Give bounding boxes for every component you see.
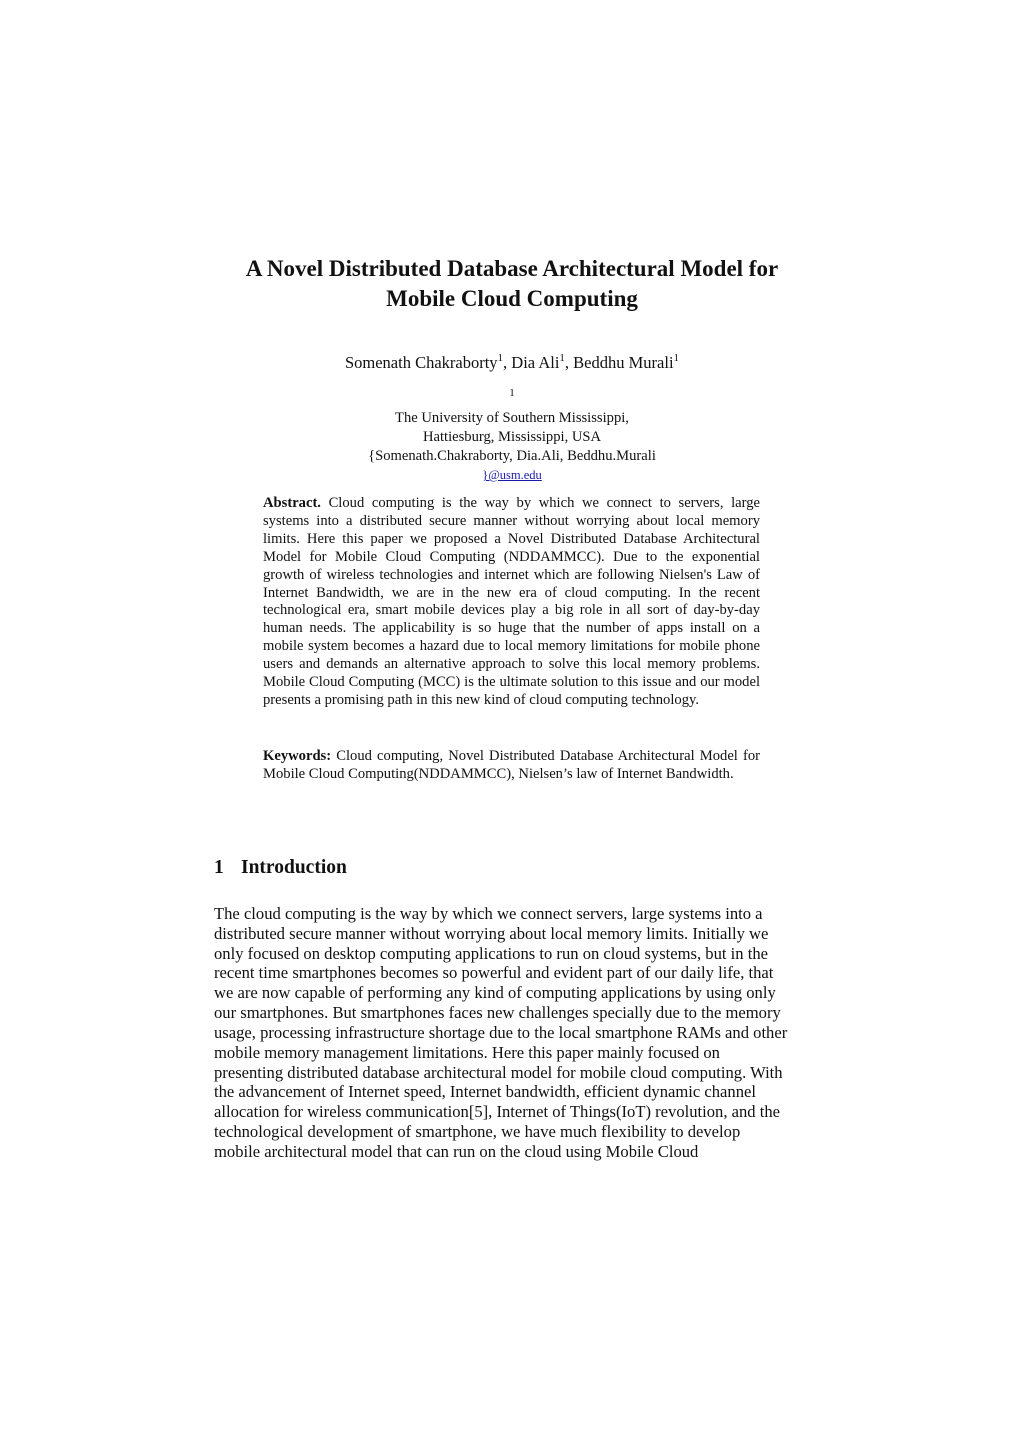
author-separator: , — [503, 353, 512, 372]
paragraph-line: presenting distributed database architectural model for mobile cloud computing. With — [214, 1062, 783, 1082]
section-title: Introduction — [241, 857, 347, 878]
author-list — [0, 352, 1024, 374]
paragraph-line: our smartphones. But smartphones faces new challenges specially due to the memory — [214, 1003, 781, 1023]
email-names: {Somenath.Chakraborty, Dia.Ali, Beddhu.Murali — [368, 448, 656, 464]
keywords-label: Keywords: — [263, 748, 332, 764]
affiliation-institution: The University of Southern Mississippi, — [395, 410, 629, 426]
paragraph-line: the advancement of Internet speed, Internet bandwidth, efficient dynamic channel — [214, 1082, 756, 1102]
affiliation-emails — [0, 447, 1024, 485]
affiliation-block — [0, 387, 1024, 485]
author-affiliation-mark: 1 — [559, 351, 565, 364]
abstract-text: Cloud computing is the way by which we connect to servers, large systems into a distributed secure manner without worrying about local memory limits. Here this paper we proposed a Novel Distributed Database Architectural Model for Mobile Cloud Computing (NDDAMMCC). Due to the exponential growth of wireless technologies and internet which are following Nielsen's Law of Internet Bandwidth, we are in the new era of cloud computing. In the recent technological era, smart mobile devices play a big role in all sort of day-by-day human needs. The applicability is so huge that the number of apps install on a mobile system becomes a hazard due to local memory limitations for mobile phone users and demands an alternative approach to solve this local memory problems. Mobile Cloud Computing (MCC) is the ultimate solution to this issue and our model presents a promising path in this new kind of cloud computing technology. — [263, 495, 760, 708]
paragraph-line: distributed secure manner without worrying about local memory limits. Initially we — [214, 923, 769, 943]
introduction-paragraph — [214, 904, 814, 1162]
section-heading-introduction — [214, 856, 347, 880]
paragraph-line: mobile memory management limitations. Here this paper mainly focused on — [214, 1042, 720, 1062]
keywords-text: Cloud computing, Novel Distributed Database Architectural Model for Mobile Cloud Computing(NDDAMMCC), Nielsen’s law of Internet Bandwidth. — [263, 748, 760, 782]
author-separator: , — [564, 353, 574, 372]
paragraph-line: allocation for wireless communication[5], Internet of Things(IoT) revolution, and the — [214, 1102, 781, 1122]
title-line-2: Mobile Cloud Computing — [386, 286, 638, 311]
author-name: Somenath Chakraborty — [344, 353, 498, 372]
paper-title — [0, 254, 1024, 314]
paragraph-line: only focused on desktop computing applications to run on cloud systems, but in the — [214, 943, 768, 963]
paragraph-line: mobile architectural model that can run on the cloud using Mobile Cloud — [214, 1141, 699, 1161]
paragraph-line: technological development of smartphone, we have much flexibility to develop — [214, 1122, 741, 1142]
email-domain-link[interactable]: }@usm.edu — [482, 468, 542, 482]
paragraph-line: The cloud computing is the way by which we connect servers, large systems into a — [214, 904, 763, 923]
author-name: Beddhu Murali — [573, 353, 674, 372]
affiliation-mark: 1 — [509, 387, 515, 400]
keywords — [263, 747, 760, 783]
author-name: Dia Ali — [511, 353, 560, 372]
paragraph-line: recent time smartphones becomes so powerful and evident part of our daily life, that — [214, 963, 774, 983]
affiliation-location: Hattiesburg, Mississippi, USA — [422, 429, 602, 445]
author-affiliation-mark: 1 — [497, 351, 504, 364]
section-number: 1 — [214, 857, 224, 878]
title-line-1: A Novel Distributed Database Architectural Model for — [245, 256, 779, 281]
paragraph-line: we are now capable of performing any kind of computing applications by using only — [214, 983, 776, 1003]
author-affiliation-mark: 1 — [673, 351, 680, 364]
affiliation-line-1 — [0, 387, 1024, 428]
abstract — [263, 495, 760, 710]
paragraph-line: usage, processing infrastructure shortage due to the local smartphone RAMs and other — [214, 1022, 788, 1042]
abstract-label: Abstract. — [263, 495, 321, 511]
